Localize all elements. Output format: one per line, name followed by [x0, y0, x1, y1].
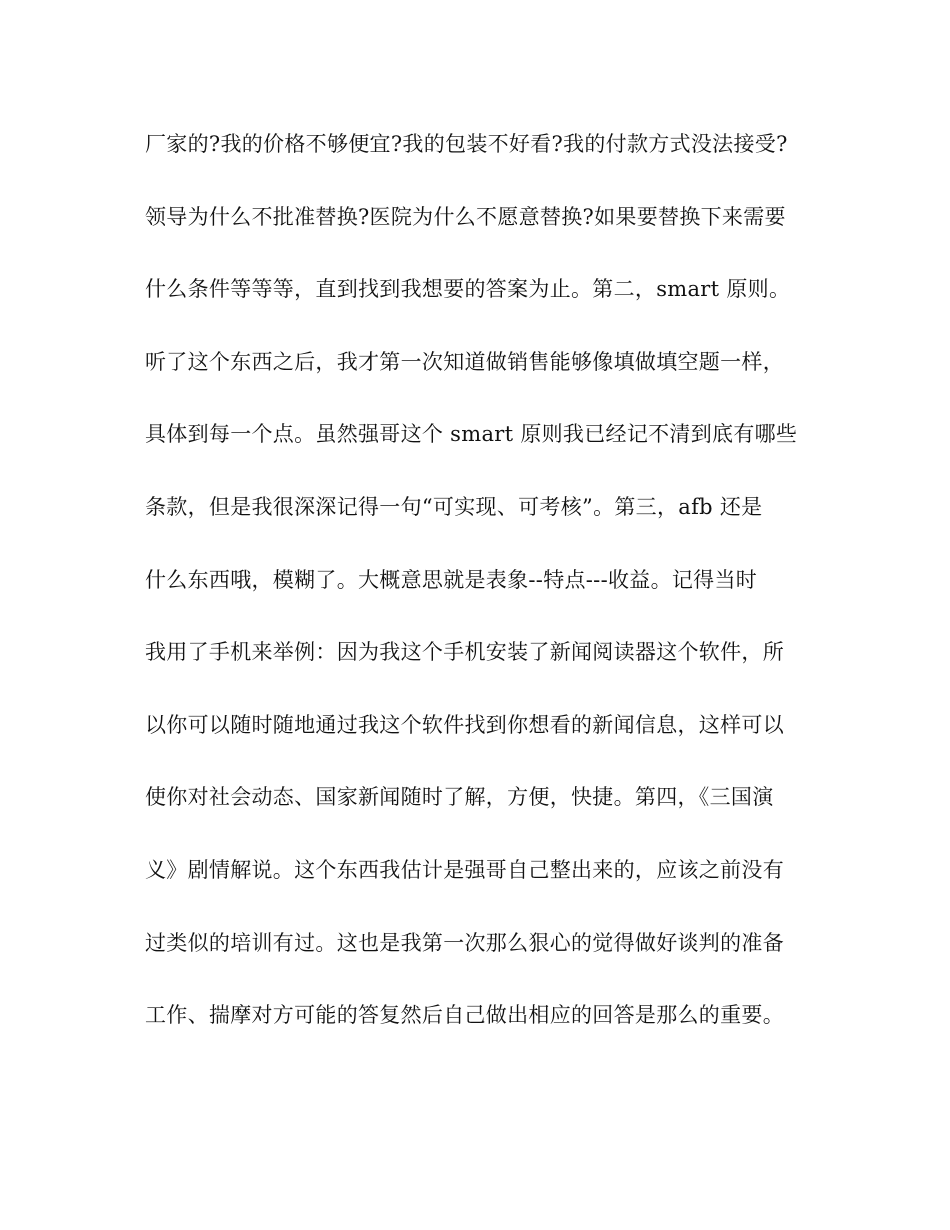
text-line: 具体到每一个点。虽然强哥这个 smart 原则我已经记不清到底有哪些: [145, 422, 798, 447]
text-line: 使你对社会动态、国家新闻随时了解，方便，快捷。第四，《三国演: [145, 785, 774, 810]
text-line: 领导为什么不批准替换?医院为什么不愿意替换?如果要替换下来需要: [145, 204, 786, 229]
text-line: 过类似的培训有过。这也是我第一次那么狠心的觉得做好谈判的准备: [145, 930, 784, 955]
text-line: 什么条件等等等，直到找到我想要的答案为止。第二，smart 原则。: [145, 277, 791, 302]
text-line: 以你可以随时随地通过我这个软件找到你想看的新闻信息，这样可以: [145, 712, 784, 737]
text-line: 我用了手机来举例：因为我这个手机安装了新闻阅读器这个软件，所: [145, 640, 784, 665]
text-line: 听了这个东西之后，我才第一次知道做销售能够像填做填空题一样，: [145, 349, 784, 374]
body-text: [145, 122, 805, 1066]
text-line: 条款，但是我很深深记得一句“可实现、可考核”。第三，afb 还是: [145, 494, 763, 519]
text-line: 工作、揣摩对方可能的答复然后自己做出相应的回答是那么的重要。: [145, 1003, 784, 1028]
text-line: 什么东西哦，模糊了。大概意思就是表象--特点---收益。记得当时: [145, 567, 758, 592]
text-line: 义》剧情解说。这个东西我估计是强哥自己整出来的，应该之前没有: [145, 857, 784, 882]
text-line: 厂家的?我的价格不够便宜?我的包装不好看?我的付款方式没法接受?: [145, 132, 788, 156]
